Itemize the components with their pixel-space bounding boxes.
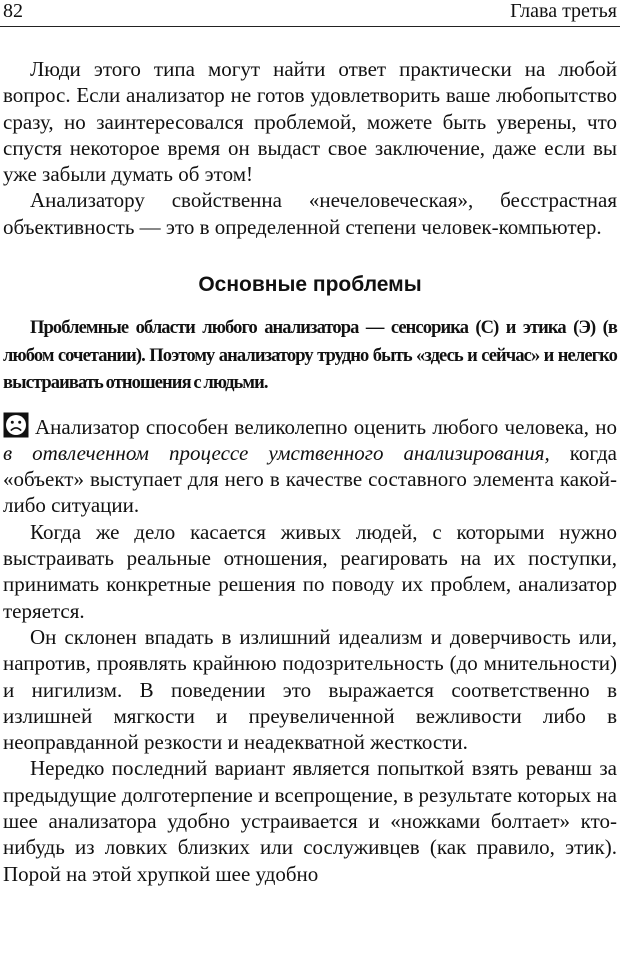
sad-face-icon (3, 412, 29, 438)
intro-paragraph-1: Люди этого типа могут найти ответ практически на любой вопрос. Если анализатор не готов удовлетворить ваше любопытство сразу, но заинтересовался проблемой, можете быть уверены, что спустя некоторое время он выдаст свое заключение, даже если вы уже забыли думать об этом! (3, 57, 617, 187)
body-paragraph-3: Нередко последний вариант является попыткой взять реванш за предыдущие долготерпение и всепрощение, в результате которых на шее анализатора удобно устраивается и «ножками болтает» кто-нибудь из ловких близких или сослуживцев (как правило, этик). Порой на этой хрупкой шее удобно (3, 756, 617, 886)
header-rule (0, 26, 620, 27)
sad-paragraph (3, 412, 617, 519)
sad-paragraph-text-start: Анализатор способен великолепно оценить любого человека, но (35, 414, 617, 439)
summary-paragraph: Проблемные области любого анализатора — сенсорика (С) и этика (Э) (в любом сочетании). Поэтому анализатору трудно быть «здесь и сейчас» и нелегко выстраивать отношения с людьми. (3, 318, 617, 394)
body-paragraph-2: Он склонен впадать в излишний идеализм и доверчивость или, напротив, проявлять крайнюю подозрительность (до мнительности) и нигилизм. В поведении это выражается соответственно в излишней мягкости и преувеличенной вежливости либо в неоправданной резкости и неадекватной жесткости. (3, 624, 617, 755)
section-heading: Основные проблемы (198, 273, 422, 297)
intro-paragraph-2: Анализатору свойственна «нечеловеческая», бесстрастная объективность — это в определенной степени человек-компьютер. (3, 188, 617, 239)
page-number: 82 (3, 0, 23, 22)
sad-paragraph-italic: в отвлеченном процессе умственного анализирования, (3, 440, 550, 465)
sad-paragraph-text-end: когда «объект» выступает для него в качестве составного элемента какой-либо ситуации. (3, 440, 617, 518)
page-body (3, 56, 617, 887)
chapter-title: Глава третья (510, 0, 617, 22)
body-paragraph-1: Когда же дело касается живых людей, с которыми нужно выстраивать реальные отношения, реагировать на их поступки, принимать конкретные решения по поводу их проблем, анализатор теряется. (3, 519, 617, 623)
running-header (0, 0, 620, 26)
